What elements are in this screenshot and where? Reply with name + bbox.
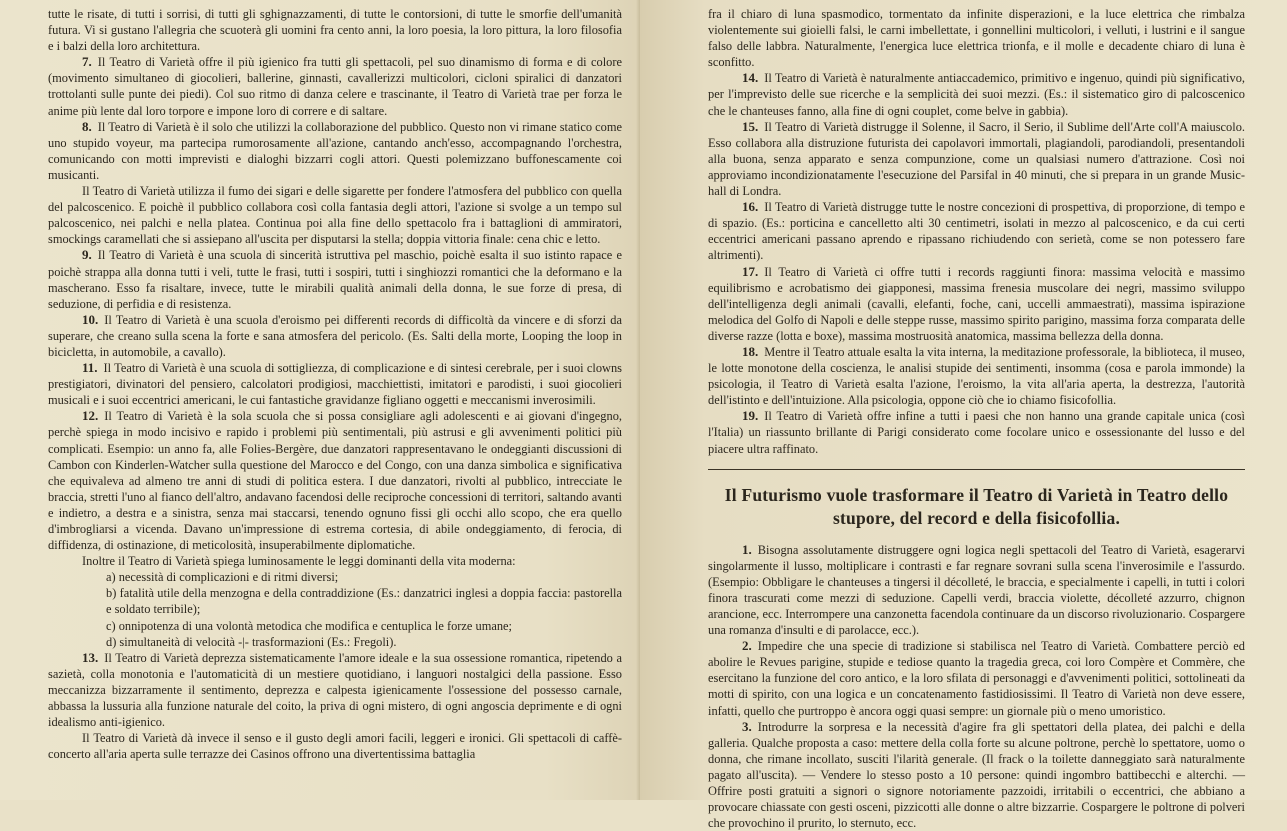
paragraph-text: Bisogna assolutamente distruggere ogni logica negli spettacoli del Teatro di Varietà, esagerarvi singolarmente il lusso, moltiplicare i contrasti e far regnare sovrani sulla scena l'inverosimile e l'assurdo. (Esempio: Obbligare le chanteuses a tingersi il décolleté, le braccia, e specialmente i capelli, in tutti i colori finora trascurati come mezzi di seduzione. Capelli verdi, braccia violette, décolleté azzurro, chignon arancione, ecc. Interrompere una canzonetta facendola continuare da un discorso rivoluzionario. Cospargere una romanza d'insulti e di parolacce, ecc.). [708, 542, 1245, 638]
paragraph: Il Teatro di Varietà utilizza il fumo dei sigari e delle sigarette per fondere l'atmosfera del pubblico con quella del palcoscenico. E poichè il pubblico collabora così colla fantasia degli attori, l'azione si svolge a un tempo sul palcoscenico, nei palchi e nella platea. Continua poi alla fine dello spettacolo fra i battaglioni di ammiratori, smockings caramellati che si assiepano all'uscita per disputarsi la stella; doppia vittoria finale: cena chic e letto. [48, 184, 622, 247]
numbered-paragraph [708, 70, 1245, 118]
list-item: d) simultaneità di velocità -|- trasformazioni (Es.: Fregoli). [106, 634, 397, 649]
numbered-paragraph [48, 650, 622, 730]
paragraph-number: 16. [742, 199, 759, 215]
paragraph-text: Impedire che una specie di tradizione si stabilisca nel Teatro di Varietà. Combattere perciò ed abolire le Revues parigine, stupide e tediose quanto la tragedia greca, coi loro Compère et Commère, che esercitano la funzione del coro antico, e la loro sfilata di personaggi e d'avvenimenti politici, sottolineati da motti di spirito, con una logica e un concatenamento fastidiosissimi. Il Teatro di Varietà non deve essere, infatti, quello che purtroppo è ancora oggi quasi sempre: un giornale più o meno umoristico. [708, 639, 1245, 718]
numbered-paragraph [708, 119, 1245, 199]
list-item: a) necessità di complicazioni e di ritmi diversi; [106, 570, 339, 585]
paragraph-text: Il Teatro di Varietà è una scuola di sincerità istruttiva pel maschio, poichè esalta il suo istinto rapace e poichè strappa alla donna tutti i veli, tutte le frasi, tutti i sospiri, tutti i singhiozzi romantici che la deformano e la mascherano. Esso fa risaltare, invece, tutte le mirabili qualità animali della donna, le sue forze di presa, di seduzione, di perfidia e di resistenza. [48, 248, 622, 311]
left-page [0, 0, 640, 800]
paragraph-text: Il Teatro di Varietà offre il più igienico fra tutti gli spettacoli, pel suo dinamismo di forma e di colore (movimento simultaneo di giocolieri, ballerine, ginnasti, cavallerizzi multicolori, cicloni spiralici di danzatori trottolanti sulle punte dei piedi). Col suo ritmo di danza celere e trascinante, il Teatro di Varietà trae per forza le anime più lente dal loro torpore e impone loro di correre e di saltare. [48, 55, 622, 118]
paragraph-number: 13. [82, 649, 99, 665]
numbered-paragraph [48, 408, 622, 553]
paragraph-number: 8. [82, 118, 92, 134]
numbered-paragraph [48, 247, 622, 311]
paragraph-number: 10. [82, 311, 99, 327]
paragraph-number: 12. [82, 408, 99, 424]
paragraph-text: Il Teatro di Varietà è la sola scuola che si possa consigliare agli adolescenti e ai giovani d'ingegno, perchè spiega in modo incisivo e rapido i problemi più sentimentali, più astrusi e gli avvenimenti politici più complicati. Esempio: un anno fa, alle Folies-Bergère, due danzatori rappresentavano le ondeggianti discussioni di Cambon con Kinderlen-Watcher sulla questione del Marocco e del Congo, con una danza simbolica e significativa che equivaleva ad almeno tre anni di studi di politica estera. I due danzatori, rivolti al pubblico, intrecciate le braccia, stretti l'uno al fianco dell'altro, andavano facendosi delle reciproche concessioni di territori, saltando avanti e indietro, a destra e a sinistra, senza mai staccarsi, tenendo ognuno fissi gli occhi allo scopo, che era quello d'imbrogliarsi a vicenda. Davano un'impressione di estrema cortesia, di abile ondeggiamento, di ferocia, di diffidenza, di ostinazione, di meticolosità, insuperabilmente diplomatiche. [48, 409, 622, 553]
paragraph-text: Mentre il Teatro attuale esalta la vita interna, la meditazione professorale, la biblioteca, il museo, le lotte monotone della coscienza, le analisi stupide dei sentimenti, insomma (cosa e parola immonde) la psicologia, il Teatro di Varietà esalta l'azione, l'eroismo, la vita all'aria aperta, la destrezza, l'autorità dell'istinto e dell'intuizione. Alla psicologia, oppone ciò che io chiamo fisicofollia. [708, 344, 1245, 408]
right-page [640, 0, 1287, 831]
list-item: b) fatalità utile della menzogna e della contraddizione (Es.: danzatrici inglesi a doppia faccia: pastorella e soldato terribile); [106, 586, 622, 617]
numbered-paragraph [48, 119, 622, 183]
paragraph-number: 1. [742, 541, 752, 557]
paragraph-text: Il Teatro di Varietà offre infine a tutti i paesi che non hanno una grande capitale unica (così l'Italia) un riassunto brillante di Parigi considerato come focolare unico e ossessionante del lusso e del piacere ultra raffinato. [708, 409, 1245, 456]
numbered-paragraph [708, 408, 1245, 456]
numbered-paragraph [708, 344, 1245, 408]
paragraph-number: 18. [742, 343, 759, 359]
section-divider [708, 469, 1245, 470]
numbered-paragraph [48, 312, 622, 360]
numbered-paragraph [708, 719, 1245, 831]
paragraph-text: Introdurre la sorpresa e la necessità d'agire fra gli spettatori della platea, dei palchi e della galleria. Qualche proposta a caso: mettere della colla forte su alcune poltrone, perchè lo spettatore, uomo o donna, che rimane incollato, susciti l'ilarità generale. (Il frack o la toilette danneggiato sarà naturalmente pagato all'uscita). — Vendere lo stesso posto a 10 persone: quindi ingombro battibecchi e alterchi. — Offrire posti gratuiti a signori o signore notoriamente pazzoidi, irritabili o eccentrici, che abbiano a provocare chiassate con gesti osceni, pizzicotti alle donne o altre bizzarrie. Cospargere le poltrone di polveri che provochino il prurito, lo sternuto, ecc. [708, 719, 1245, 831]
paragraph: Inoltre il Teatro di Varietà spiega luminosamente le leggi dominanti della vita moderna: [82, 554, 516, 569]
paragraph-number: 3. [742, 718, 752, 734]
paragraph-text: Il Teatro di Varietà distrugge il Solenne, il Sacro, il Serio, il Sublime dell'Arte coll'A maiuscolo. Esso collabora alla distruzione futurista dei capolavori immortali, plagiandoli, parodiandoli, presentandoli alla buona, senza apparato e senza compunzione, come un qualsiasi numero d'attrazione. Così noi approviamo incondizionatamente l'esecuzione del Parsifal in 40 minuti, che si prepara in un grande Music-hall di Londra. [708, 119, 1245, 199]
paragraph-number: 2. [742, 638, 752, 654]
paragraph-number: 9. [82, 247, 92, 263]
paragraph-text: Il Teatro di Varietà ci offre tutti i records raggiunti finora: massima velocità e massimo equilibrismo e acrobatismo dei giapponesi, massima frenesia muscolare dei negri, massimo sviluppo dell'intelligenza degli animali (cavalli, elefanti, foche, cani, uccelli ammaestrati), massima ispirazione melodica del Golfo di Napoli e delle steppe russe, massimo spirito parigino, massima forza comparata delle diverse razze (lotta e boxe), massima mostruosità anatomica, massima bellezza della donna. [708, 264, 1245, 343]
paragraph-number: 15. [742, 118, 759, 134]
paragraph-number: 19. [742, 408, 759, 424]
paragraph-text: Il Teatro di Varietà è una scuola d'eroismo pei differenti records di difficoltà da vincere e di sforzi da superare, che creano sulla scena la forte e sana atmosfera del pericolo. (Es. Salti della morte, Looping the loop in bicicletta, in automobile, a cavallo). [48, 312, 622, 359]
paragraph-number: 7. [82, 54, 92, 70]
numbered-paragraph [708, 638, 1245, 718]
numbered-paragraph [48, 54, 622, 118]
numbered-paragraph [708, 542, 1245, 639]
paragraph-text: Il Teatro di Varietà distrugge tutte le nostre concezioni di prospettiva, di proporzione, di tempo e di spazio. (Es.: porticina e cancelletto alti 30 centimetri, isolati in mezzo al palcoscenico, e da cui certi eccentrici americani passano aprendo e ripassano richiudendo con serietà, come se non potessero fare altrimenti). [708, 200, 1245, 263]
paragraph: Il Teatro di Varietà dà invece il senso e il gusto degli amori facili, leggeri e ironici. Gli spettacoli di caffè-concerto all'aria aperta sulle terrazze dei Casinos offrono una divertentissima battaglia [48, 731, 622, 762]
paragraph-number: 11. [82, 360, 98, 376]
paragraph-text: Il Teatro di Varietà deprezza sistematicamente l'amore ideale e la sua ossessione romantica, ripetendo a sazietà, colla monotonia e l'automaticità di un mestiere quotidiano, i languori nostalgici della passione. Esso meccanizza bizzarramente il sentimento, deprezza e calpesta igienicamente l'ossessione del possesso carnale, abbassa la lussuria alla funzione naturale del coito, la priva di ogni mistero, di ogni angoscia deprimente e di ogni idealismo anti-igienico. [48, 650, 622, 730]
paragraph-number: 14. [742, 70, 759, 86]
paragraph-text: Il Teatro di Varietà è il solo che utilizzi la collaborazione del pubblico. Questo non vi rimane statico come uno stupido voyeur, ma partecipa rumorosamente all'azione, cantando anch'esso, accompagnando l'orchestra, comunicando con motti imprevisti e dialoghi bizzarri cogli attori. Questi polemizzano buffonescamente coi musicanti. [48, 119, 622, 182]
section-title: Il Futurismo vuole trasformare il Teatro di Varietà in Teatro dello stupore, del record e della fisicofollia. [724, 484, 1229, 528]
paragraph-text: Il Teatro di Varietà è naturalmente antiaccademico, primitivo e ingenuo, quindi più significativo, per l'imprevisto delle sue ricerche e la semplicità dei suoi mezzi. (Es.: il sistematico giro di palcoscenico che le chanteuses fanno, alla fine di ogni couplet, come belve in gabbia). [708, 71, 1245, 118]
numbered-paragraph [708, 264, 1245, 344]
paragraph-number: 17. [742, 263, 759, 279]
paragraph: tutte le risate, di tutti i sorrisi, di tutti gli sghignazzamenti, di tutte le contorsioni, di tutte le smorfie dell'umanità futura. Vi si gustano l'allegria che scuoterà gli uomini fra cento anni, la loro poesia, la loro pittura, la loro filosofia e i balzi della loro architettura. [48, 7, 622, 54]
numbered-paragraph [48, 360, 622, 408]
paragraph-text: Il Teatro di Varietà è una scuola di sottigliezza, di complicazione e di sintesi cerebrale, per i suoi clowns prestigiatori, divinatori del pensiero, calcolatori prodigiosi, macchiettisti, imitatori e parodisti, i suoi giocolieri musicali e i suoi eccentrici americani, le cui fantastiche gravidanze figliano oggetti e meccanismi inverosimili. [48, 361, 622, 408]
numbered-paragraph [708, 199, 1245, 263]
paragraph: fra il chiaro di luna spasmodico, tormentato da infinite disperazioni, e la luce elettrica che rimbalza violentemente sui gioielli falsi, le carni imbellettate, i gonnellini multicolori, i velluti, i lustrini e il sangue falso delle labbra. Naturalmente, l'energica luce elettrica trionfa, e il molle e decadente chiaro di luna è sconfitto. [708, 7, 1245, 70]
list-item: c) onnipotenza di una volontà metodica che modifica e centuplica le forze umane; [106, 618, 512, 633]
